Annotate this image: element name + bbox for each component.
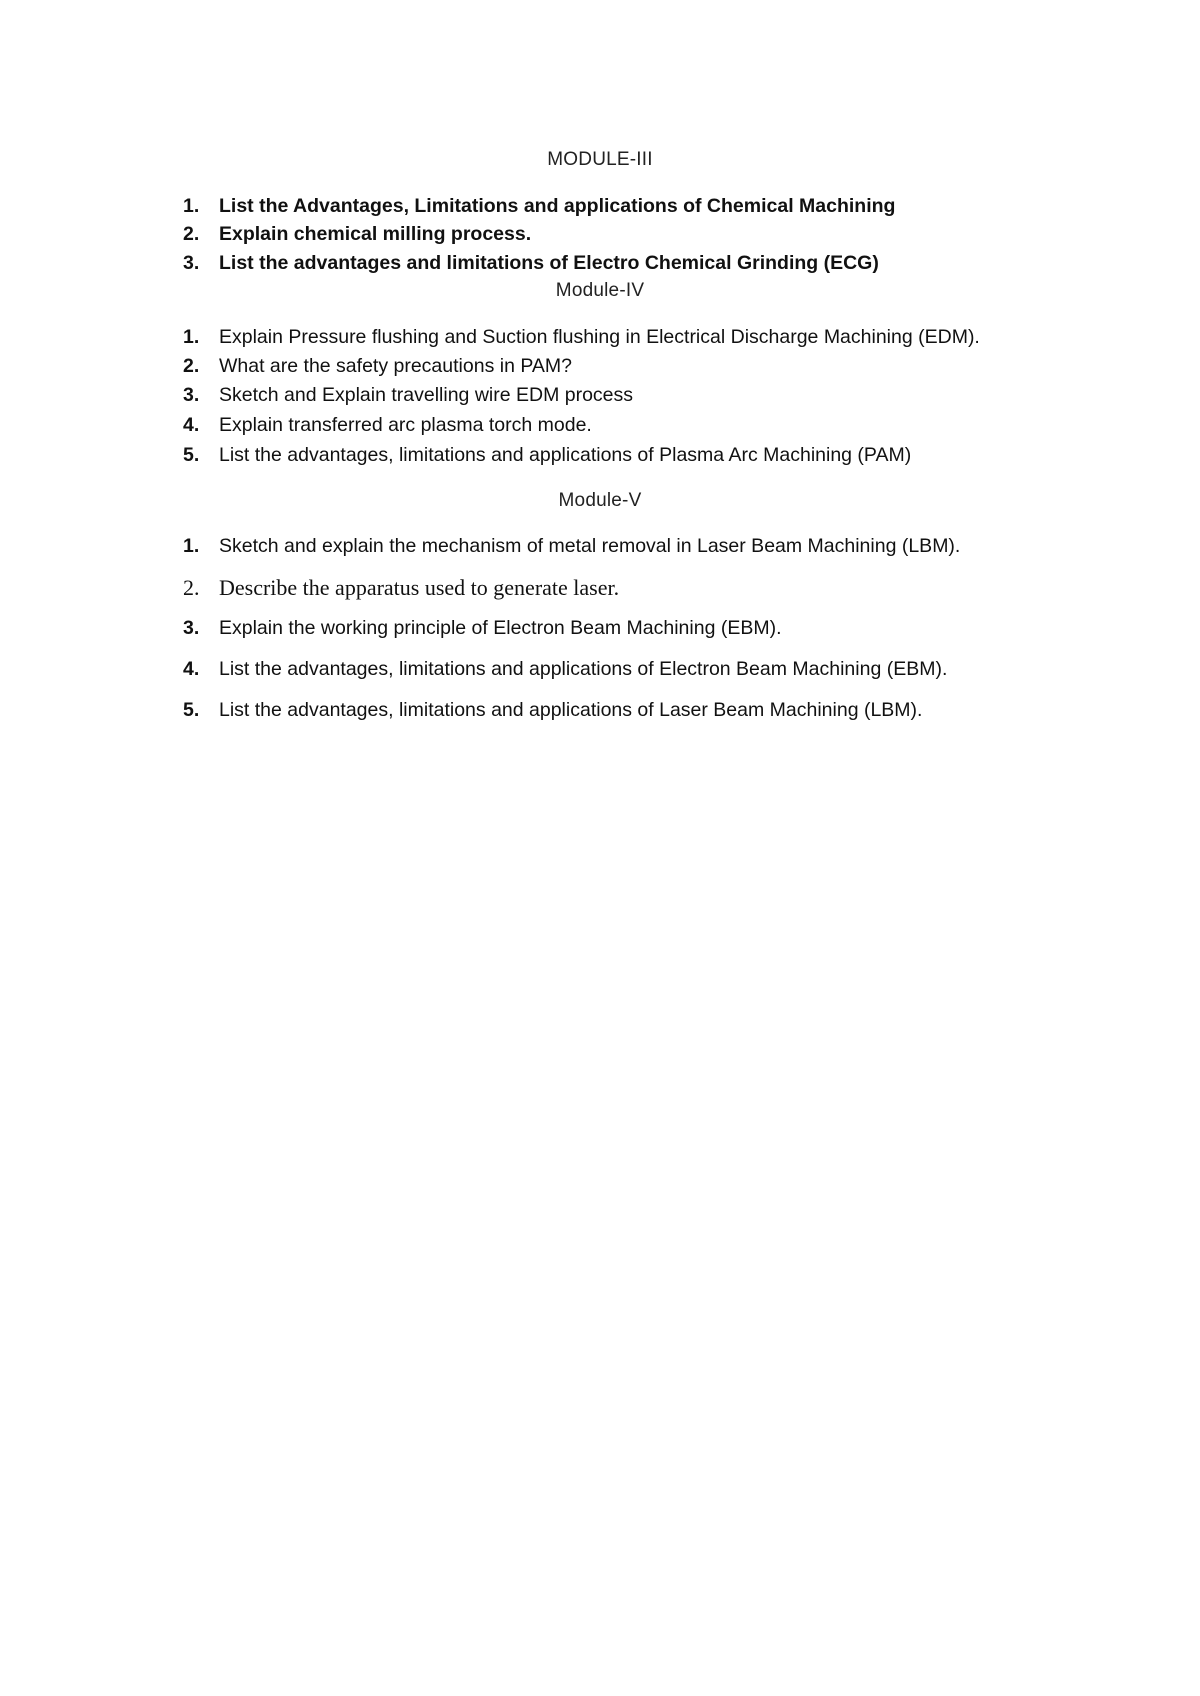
question-number: 5. [183,444,200,466]
question-number: 2. [183,223,200,245]
question-text: Sketch and explain the mechanism of metal removal in Laser Beam Machining (LBM). [219,535,961,557]
question-number: 3. [183,384,200,406]
question-number: 1. [183,326,200,348]
module-v-heading: Module-V [558,490,642,511]
question-number: 4. [183,414,200,436]
question-number: 3. [183,617,200,639]
question-number: 5. [183,699,200,721]
question-number: 2. [183,355,200,377]
module-iv-heading: Module-IV [555,280,645,301]
question-text: List the advantages, limitations and applications of Electron Beam Machining (EBM). [219,658,948,680]
question-number: 2. [183,575,200,600]
question-text: List the advantages and limitations of Electro Chemical Grinding (ECG) [219,252,879,274]
question-number: 4. [183,658,200,680]
question-text: Explain transferred arc plasma torch mode. [219,414,592,436]
module-iii-heading: MODULE-III [547,149,653,170]
question-text: List the Advantages, Limitations and applications of Chemical Machining [219,195,896,217]
question-text: List the advantages, limitations and applications of Laser Beam Machining (LBM). [219,699,923,721]
question-text: Describe the apparatus used to generate laser. [219,575,620,600]
question-text: Explain Pressure flushing and Suction flushing in Electrical Discharge Machining (EDM). [219,326,980,348]
question-text: Sketch and Explain travelling wire EDM process [219,384,634,406]
question-text: Explain the working principle of Electron Beam Machining (EBM). [219,617,782,639]
question-number: 3. [183,252,200,274]
question-number: 1. [183,535,200,557]
question-text: Explain chemical milling process. [219,223,532,245]
question-number: 1. [183,195,200,217]
question-text: What are the safety precautions in PAM? [219,355,572,377]
question-text: List the advantages, limitations and applications of Plasma Arc Machining (PAM) [219,444,912,466]
